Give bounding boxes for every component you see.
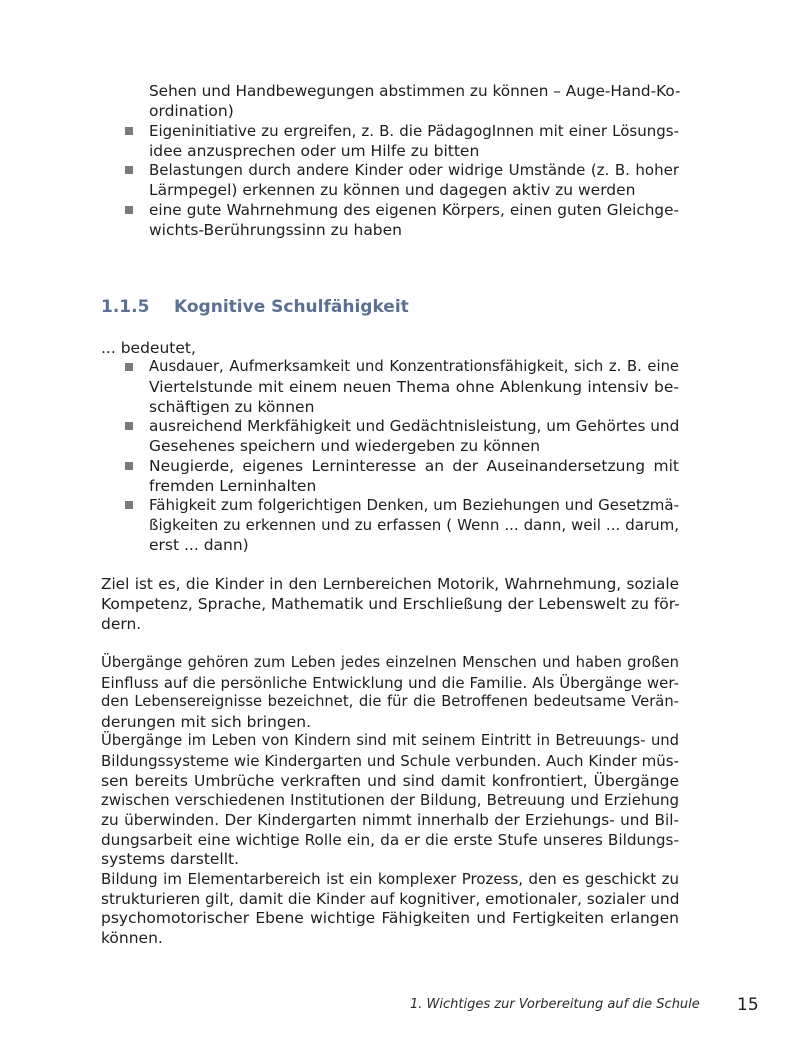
square-bullet-icon (125, 166, 133, 174)
paragraph-line: dern. (101, 615, 142, 633)
paragraph-line: strukturieren gilt, damit die Kinder auf kognitiver, emotionaler, sozialer und (101, 890, 680, 908)
list-item-line: Fähigkeit zum folgerichtigen Denken, um Beziehungen und Gesetzmä- (149, 496, 679, 514)
list-item-line: Neugierde, eigenes Lerninteresse an der Auseinandersetzung mit (149, 457, 679, 475)
section-intro: ... bedeutet, (101, 339, 196, 357)
list-item-line: wichts-Berührungssinn zu haben (149, 221, 403, 239)
paragraph-line: Ziel ist es, die Kinder in den Lernbereichen Motorik, Wahrnehmung, soziale (101, 575, 679, 593)
section-number: 1.1.5 (101, 297, 150, 317)
section-title: Kognitive Schulfähigkeit (174, 297, 409, 317)
list-item-line: ausreichend Merkfähigkeit und Gedächtnisleistung, um Gehörtes und (149, 417, 680, 435)
square-bullet-icon (125, 206, 133, 214)
paragraph-line: sen bereits Umbrüche verkraften und sind damit konfrontiert, Übergänge (101, 772, 679, 790)
list-item-line: Eigeninitiative zu ergreifen, z. B. die PädagogInnen mit einer Lösungs- (149, 122, 679, 140)
paragraph-line: dungsarbeit eine wichtige Rolle ein, da er die erste Stufe unseres Bildungs- (101, 831, 679, 849)
paragraph-line: psychomotorischer Ebene wichtige Fähigkeiten und Fertigkeiten erlangen (101, 909, 679, 927)
paragraph-line: Bildungssysteme wie Kindergarten und Schule verbunden. Auch Kinder müs- (101, 752, 679, 770)
running-title: 1. Wichtiges zur Vorbereitung auf die Schule (410, 997, 700, 1012)
square-bullet-icon (125, 462, 133, 470)
paragraph-line: den Lebensereignisse bezeichnet, die für die Betroffenen bedeutsame Verän- (101, 693, 679, 710)
paragraph-line: derungen mit sich bringen. (101, 713, 312, 731)
list-item-line: ßigkeiten zu erkennen und zu erfassen ( Wenn ... dann, weil ... darum, (149, 516, 679, 534)
paragraph-line: können. (101, 929, 163, 947)
square-bullet-icon (125, 422, 133, 430)
list-item-line: idee anzusprechen oder um Hilfe zu bitten (149, 142, 480, 160)
list-item-line: Belastungen durch andere Kinder oder widrige Umstände (z. B. hoher (149, 161, 679, 179)
page-number: 15 (737, 995, 759, 1015)
list-item-line: eine gute Wahrnehmung des eigenen Körpers, einen guten Gleichge- (149, 201, 679, 219)
paragraph-line: zwischen verschiedenen Institutionen der Bildung, Betreuung und Erziehung (101, 791, 679, 809)
paragraph-line: Übergänge gehören zum Leben jedes einzelnen Menschen und haben großen (101, 654, 679, 671)
list-item-line: Ausdauer, Aufmerksamkeit und Konzentrationsfähigkeit, sich z. B. eine (149, 358, 679, 375)
paragraph-line: Einfluss auf die persönliche Entwicklung und die Familie. Als Übergänge wer- (101, 674, 679, 692)
list-continuation-line: ordination) (149, 102, 234, 120)
list-item-line: schäftigen zu können (149, 398, 315, 416)
paragraph-line: Übergänge im Leben von Kindern sind mit seinem Eintritt in Betreuungs- und (101, 732, 679, 749)
list-item-line: Gesehenes speichern und wiedergeben zu können (149, 437, 541, 455)
square-bullet-icon (125, 501, 133, 509)
list-item-line: erst ... dann) (149, 536, 249, 554)
paragraph-line: systems darstellt. (101, 850, 240, 868)
list-item-line: fremden Lerninhalten (149, 477, 317, 495)
paragraph-line: zu überwinden. Der Kindergarten nimmt innerhalb der Erziehungs- und Bil- (101, 811, 679, 829)
list-item-line: Lärmpegel) erkennen zu können und dagegen aktiv zu werden (149, 181, 636, 199)
paragraph-line: Kompetenz, Sprache, Mathematik und Erschließung der Lebenswelt zu för- (101, 595, 680, 613)
square-bullet-icon (125, 127, 133, 135)
list-item-line: Viertelstunde mit einem neuen Thema ohne Ablenkung intensiv be- (149, 378, 679, 396)
list-continuation-line: Sehen und Handbewegungen abstimmen zu können – Auge-Hand-Ko- (149, 82, 681, 100)
paragraph-line: Bildung im Elementarbereich ist ein komplexer Prozess, den es geschickt zu (101, 870, 679, 888)
square-bullet-icon (125, 363, 133, 371)
